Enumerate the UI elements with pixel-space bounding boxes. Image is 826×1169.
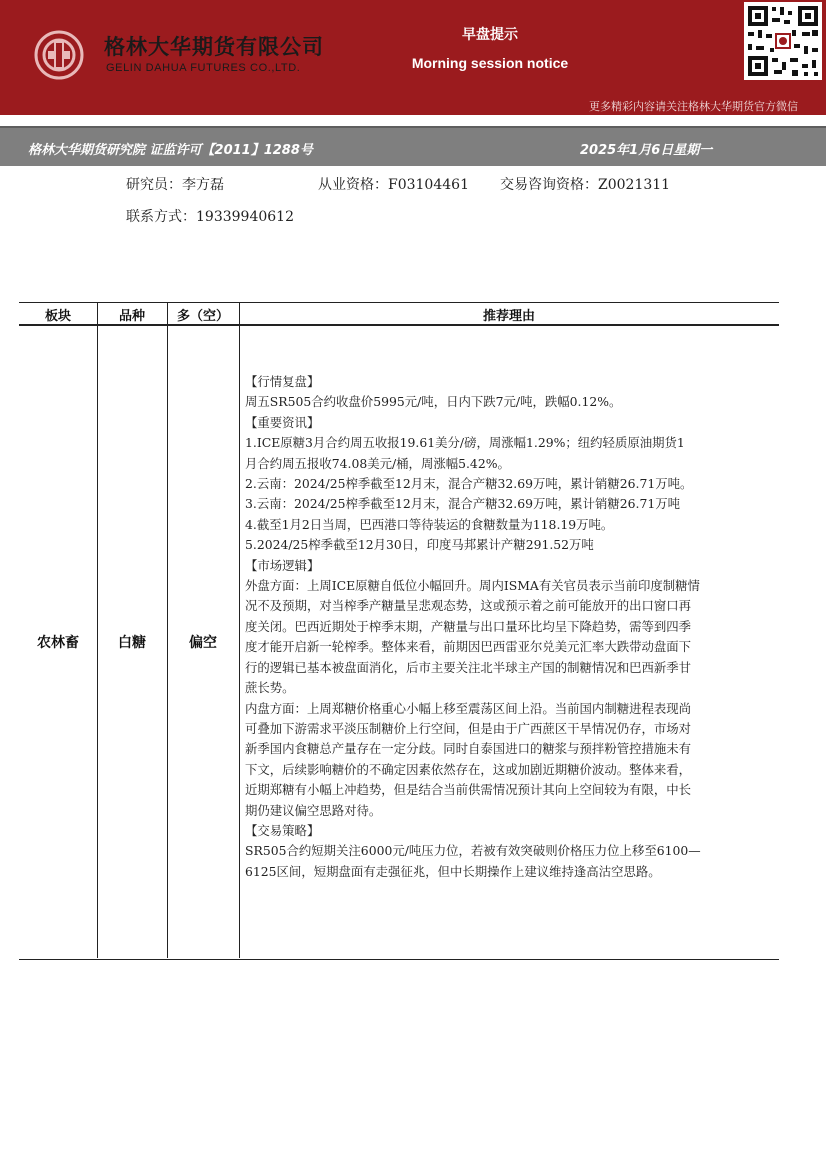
- header-sector: 板块: [44, 309, 71, 324]
- company-logo-icon: [34, 30, 84, 80]
- report-date: 2025年1月6日星期一: [580, 143, 713, 158]
- company-name-cn: 格林大华期货有限公司: [104, 35, 324, 59]
- reason-line: 【重要资讯】: [245, 414, 320, 430]
- reason-line: 月合约周五报收74.08美元/桶，周涨幅5.42%。: [245, 455, 510, 471]
- reason-line: 【市场逻辑】: [245, 557, 320, 573]
- reason-line: SR505合约短期关注6000元/吨压力位，若被有效突破则价格压力位上移至6100—: [245, 843, 701, 859]
- reason-line: 况不及预期，对当榨季产糖量呈悲观态势，这或预示着之前可能放开的出口窗口再: [245, 598, 692, 614]
- header-direction: 多（空）: [176, 309, 229, 324]
- recommendation-reason: [245, 372, 775, 882]
- qr-code-icon: [744, 2, 822, 80]
- reason-line: 外盘方面：上周ICE原糖自低位小幅回升。周内ISMA有关官员表示当前印度制糖情: [245, 578, 700, 594]
- cell-sector: 农林畜: [37, 635, 79, 651]
- researcher-consult-qualification: 交易咨询资格：Z0021311: [500, 177, 671, 193]
- header-variety: 品种: [118, 309, 145, 324]
- researcher-qualification: 从业资格：F03104461: [318, 177, 469, 193]
- reason-line: 【行情复盘】: [245, 374, 320, 389]
- table-column-divider: [167, 302, 168, 958]
- researcher-name: 研究员：李方磊: [126, 177, 224, 193]
- reason-line: 新季国内食糖总产量存在一定分歧。同时自泰国进口的糖浆与预拌粉管控措施未有: [245, 741, 692, 757]
- reason-line: 度才能开启新一轮榨季。整体来看，前期因巴西雷亚尔兑美元汇率大跌带动盘面下: [245, 639, 692, 655]
- header-reason: 推荐理由: [482, 309, 535, 324]
- institute-bar: [0, 126, 826, 166]
- reason-line: 【交易策略】: [245, 822, 320, 838]
- reason-line: 近期郑糖有小幅上冲趋势，但是结合当前供需情况预计其向上空间较为有限，中长: [245, 782, 692, 798]
- report-title-en: Morning session notice: [411, 55, 569, 71]
- follow-wechat-text: 更多精彩内容请关注格林大华期货官方微信: [589, 100, 798, 113]
- researcher-contact: 联系方式：19339940612: [126, 209, 294, 225]
- reason-line: 2.云南：2024/25榨季截至12月末，混合产糖32.69万吨，累计销糖26.71万吨。: [245, 476, 693, 492]
- cell-direction: 偏空: [189, 635, 217, 651]
- reason-line: 期仍建议偏空思路对待。: [245, 802, 382, 818]
- reason-line: 下文，后续影响糖价的不确定因素依然存在，这或加剧近期糖价波动。整体来看，: [245, 761, 692, 777]
- reason-line: 4.截至1月2日当周，巴西港口等待装运的食糖数量为118.19万吨。: [245, 516, 614, 532]
- table-column-divider: [239, 302, 240, 958]
- reason-line: 1.ICE原糖3月合约周五收报19.61美分/磅，周涨幅1.29%；纽约轻质原油期货1: [245, 435, 685, 451]
- reason-line: 周五SR505合约收盘价5995元/吨，日内下跌7元/吨，跌幅0.12%。: [245, 394, 622, 410]
- cell-variety: 白糖: [118, 635, 146, 651]
- reason-line: 3.云南：2024/25榨季截至12月末，混合产糖32.69万吨，累计销糖26.71万吨: [245, 496, 680, 512]
- reason-line: 6125区间，短期盘面有走强征兆，但中长期操作上建议维持逢高沽空思路。: [245, 863, 661, 879]
- report-title-cn: 早盘提示: [462, 27, 518, 43]
- reason-line: 度关闭。巴西近期处于榨季末期，产糖量与出口量环比均呈下降趋势，需等到四季: [245, 618, 692, 634]
- reason-line: 行的逻辑已基本被盘面消化，后市主要关注北半球主产国的制糖情况和巴西新季甘: [245, 659, 692, 675]
- institute-name: 格林大华期货研究院 证监许可【2011】1288号: [28, 143, 313, 158]
- table-header-divider: [19, 324, 779, 326]
- reason-line: 内盘方面：上周郑糖价格重心小幅上移至震荡区间上沿。当前国内制糖进程表现尚: [245, 700, 692, 716]
- reason-line: 5.2024/25榨季截至12月30日，印度马邦累计产糖291.52万吨: [245, 537, 594, 553]
- reason-line: 蔗长势。: [245, 680, 295, 696]
- header-banner: [0, 0, 826, 115]
- company-name-en: GELIN DAHUA FUTURES CO.,LTD.: [106, 62, 301, 74]
- table-column-divider: [97, 302, 98, 958]
- reason-line: 可叠加下游需求平淡压制糖价上行空间，但是由于广西蔗区干旱情况仍存，市场对: [245, 720, 692, 736]
